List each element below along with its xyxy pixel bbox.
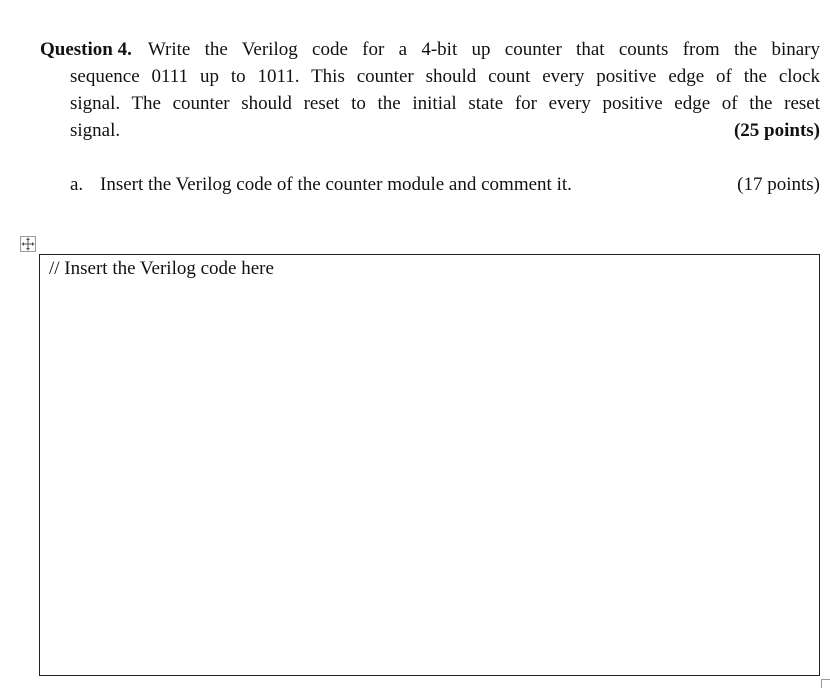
question-text-line-2: sequence 0111 up to 1011. This counter should count every positive edge of the clock	[70, 66, 820, 87]
answer-code-box[interactable]	[39, 254, 820, 676]
sub-question-points: (17 points)	[737, 174, 820, 195]
question-block	[40, 36, 820, 144]
question-label: Question 4.	[40, 39, 132, 60]
sub-question-letter: a.	[70, 174, 84, 195]
sub-question-text: Insert the Verilog code of the counter module and comment it.	[100, 174, 572, 195]
resize-corner-icon[interactable]	[821, 679, 830, 688]
move-arrows-icon[interactable]	[20, 236, 36, 252]
sub-question-a	[70, 171, 820, 198]
question-line-3	[40, 90, 820, 117]
question-line-1	[40, 36, 820, 63]
sub-question-text-wrap	[70, 171, 572, 198]
question-line-2	[40, 63, 820, 90]
question-text-line-1: Write the Verilog code for a 4-bit up counter that counts from the binary	[147, 39, 820, 60]
answer-placeholder: // Insert the Verilog code here	[49, 258, 274, 279]
question-text-line-4: signal.	[70, 120, 121, 141]
question-line-4	[40, 117, 820, 144]
question-points: (25 points)	[733, 120, 820, 141]
question-text-line-3: signal. The counter should reset to the initial state for every positive edge of the reset	[70, 93, 820, 114]
